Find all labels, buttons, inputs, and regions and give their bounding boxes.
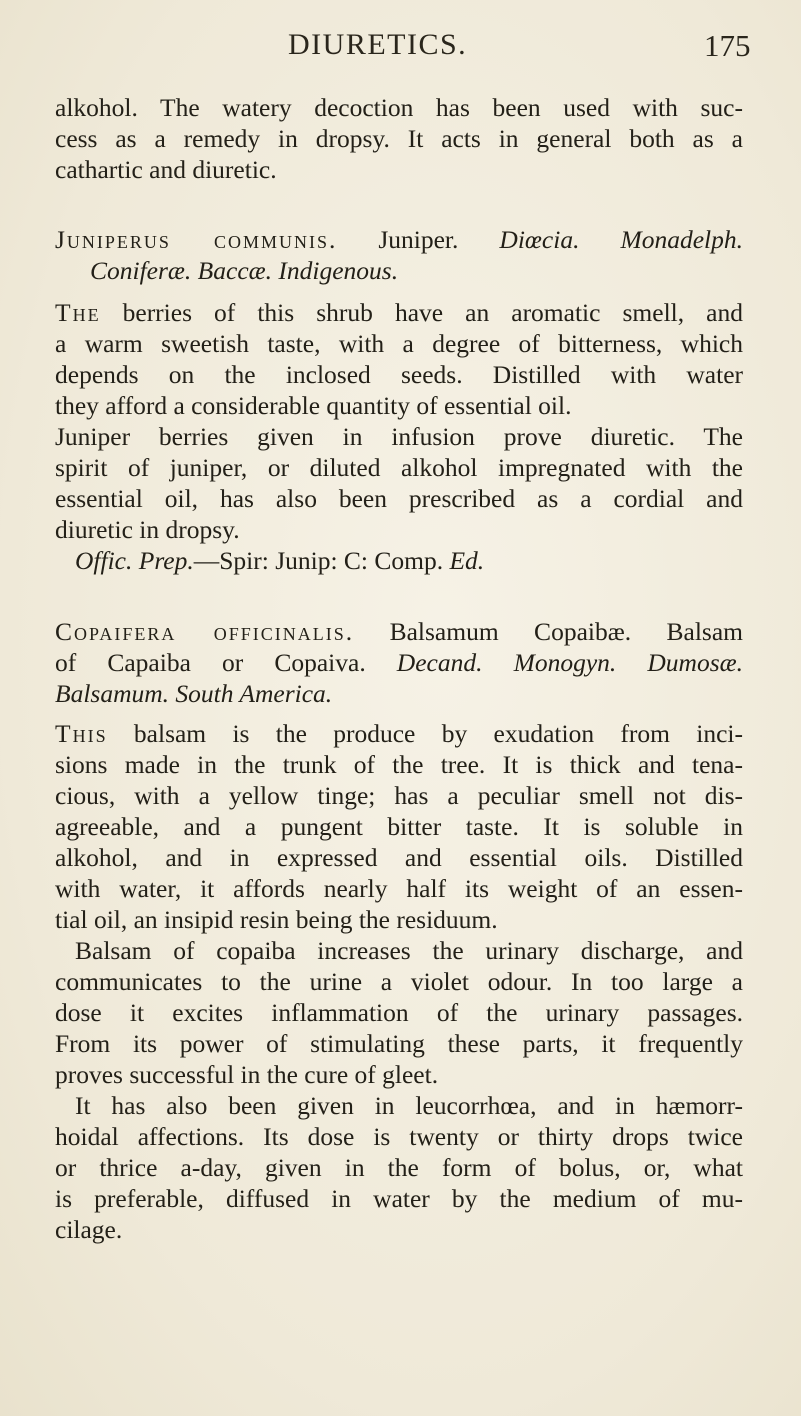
text-line: dose it excites inflammation of the urinary passages. [55, 998, 743, 1027]
offic-source: Ed. [449, 546, 485, 575]
text-line: cious, with a yellow tinge; has a peculiar smell not dis- [55, 781, 743, 810]
text-line: essential oil, has also been prescribed as a cordial and [55, 484, 743, 513]
lead-word: The [55, 298, 101, 327]
text-line: This balsam is the produce by exudation from inci- [55, 719, 743, 748]
text-line: a warm sweetish taste, with a degree of bitterness, which [55, 329, 743, 358]
text-line: communicates to the urine a violet odour. In too large a [55, 967, 743, 996]
classification: Decand. Monogyn. Dumosæ. [396, 648, 743, 677]
text-line: depends on the inclosed seeds. Distilled with water [55, 360, 743, 389]
page-number: 175 [704, 28, 751, 63]
entry-subheading: Balsamum. South America. [55, 679, 333, 708]
classification: Diœcia. Monadelph. [499, 225, 743, 254]
lead-word: This [55, 719, 108, 748]
text-line: hoidal affections. Its dose is twenty or thirty drops twice [55, 1122, 743, 1151]
page-header [0, 0, 801, 70]
text-line: tial oil, an insipid resin being the residuum. [55, 905, 498, 934]
text-line: spirit of juniper, or diluted alkohol impregnated with the [55, 453, 743, 482]
entry-heading-copaifera: Copaifera officinalis. Balsamum Copaibæ. Balsam [55, 617, 743, 646]
text-line: sions made in the trunk of the tree. It is thick and tena- [55, 750, 743, 779]
species-name: Juniperus communis. [55, 225, 338, 254]
entry-heading-juniperus [55, 224, 743, 255]
text-line: cathartic and diuretic. [55, 155, 277, 184]
text-line: alkohol. The watery decoction has been used with suc- [55, 93, 743, 122]
text-line: of Capaiba or Copaiva. Decand. Monogyn. Dumosæ. [55, 648, 743, 677]
text-line: It has also been given in leucorrhœa, and in hæmorr- [75, 1091, 743, 1120]
text-line: agreeable, and a pungent bitter taste. It is soluble in [55, 812, 743, 841]
running-head: DIURETICS. [288, 28, 468, 61]
text-line: is preferable, diffused in water by the medium of mu- [55, 1184, 743, 1213]
text-line: The berries of this shrub have an aromatic smell, and [55, 298, 743, 327]
text-line: Balsam of copaiba increases the urinary discharge, and [75, 936, 743, 965]
text-line: or thrice a-day, given in the form of bolus, or, what [55, 1153, 743, 1182]
entry-subheading: Coniferæ. Baccæ. Indigenous. [90, 256, 399, 285]
text-line: with water, it affords nearly half its weight of an essen- [55, 874, 743, 903]
text-line: they afford a considerable quantity of essential oil. [55, 391, 572, 420]
text-line: diuretic in dropsy. [55, 515, 240, 544]
officinal-preparations: Offic. Prep.—Spir: Junip: C: Comp. Ed. [75, 546, 485, 575]
text-line: cilage. [55, 1215, 123, 1244]
text-line: cess as a remedy in dropsy. It acts in general both as a [55, 124, 743, 153]
offic-label: Offic. Prep. [75, 546, 194, 575]
text-line: proves successful in the cure of gleet. [55, 1060, 439, 1089]
text-line: alkohol, and in expressed and essential oils. Distilled [55, 843, 743, 872]
text-line: From its power of stimulating these parts, it frequently [55, 1029, 743, 1058]
common-name: Juniper. [337, 225, 500, 254]
text-line: Juniper berries given in infusion prove diuretic. The [55, 422, 743, 451]
species-name: Copaifera officinalis. [55, 617, 355, 646]
